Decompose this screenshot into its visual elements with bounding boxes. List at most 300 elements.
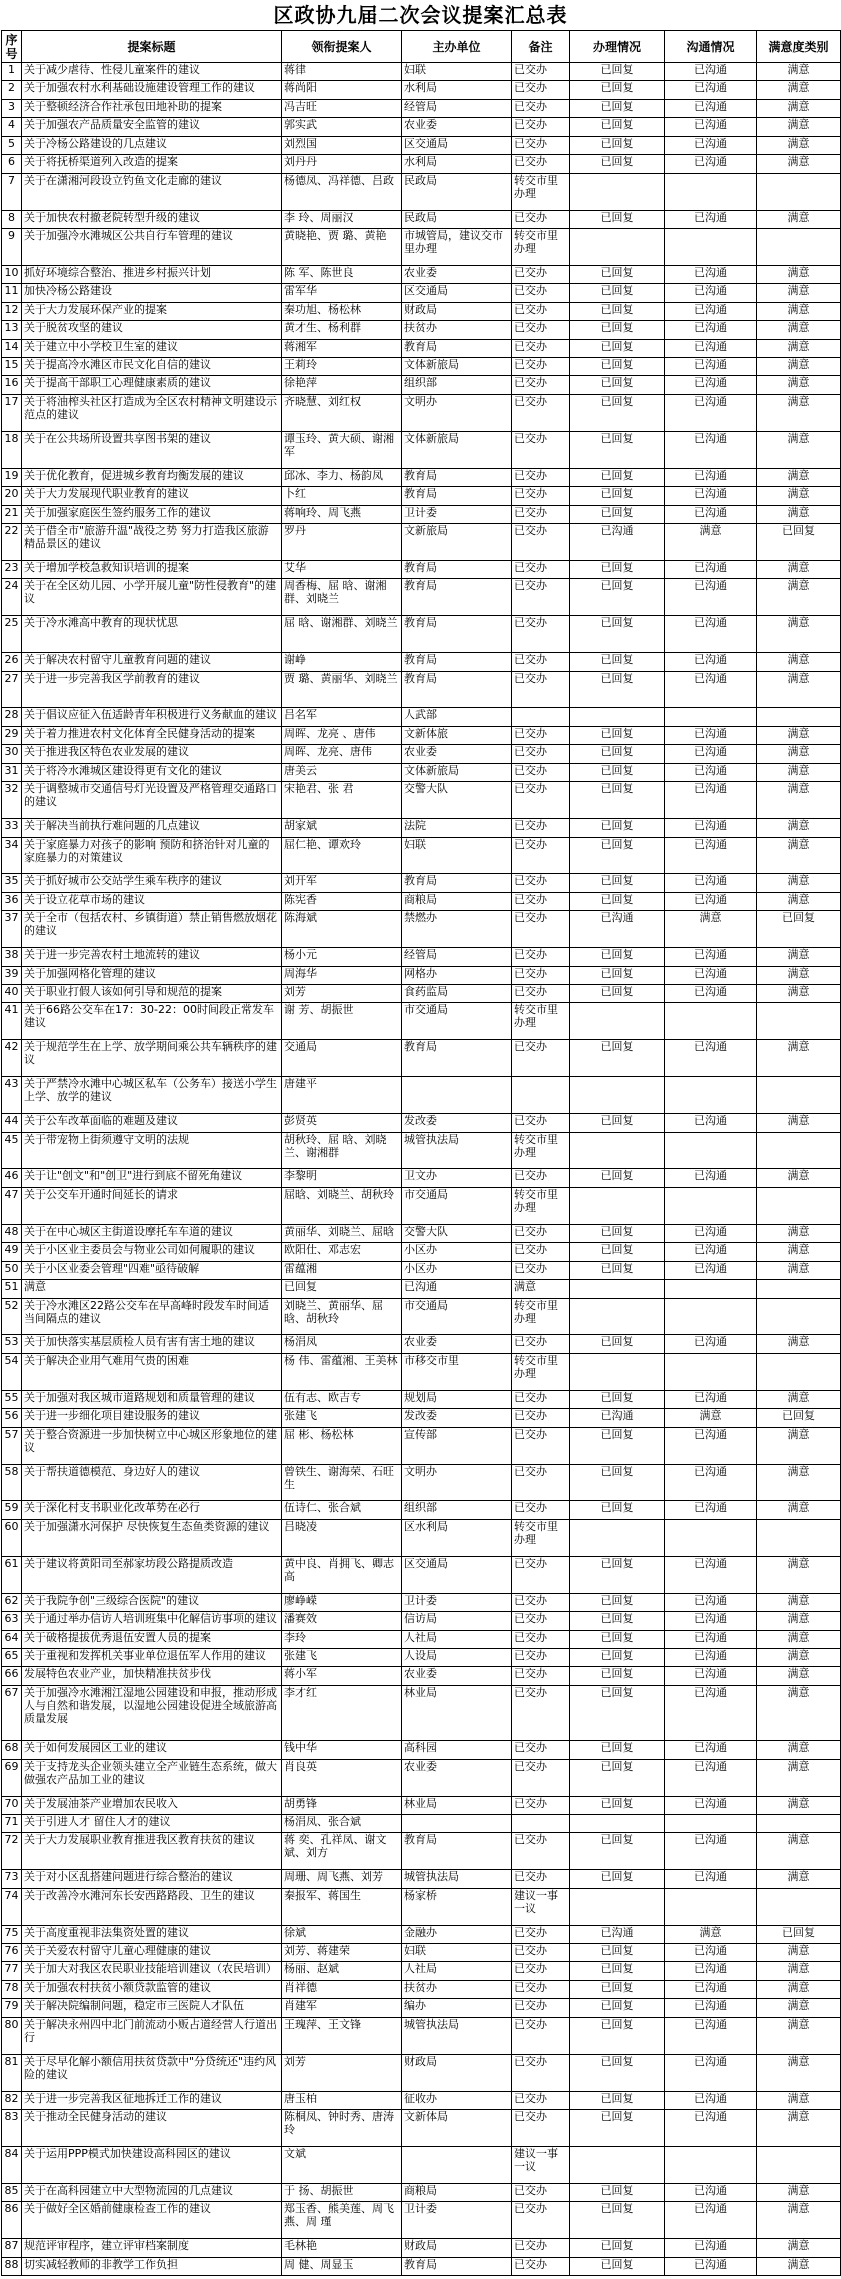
handling-status: 已回复 <box>570 118 665 136</box>
table-row <box>2 173 841 210</box>
communication-status: 已沟通 <box>665 653 757 671</box>
satisfaction: 已回复 <box>757 524 841 561</box>
handling-status: 已回复 <box>570 2183 665 2201</box>
row-number: 45 <box>2 1132 22 1169</box>
communication-status <box>665 228 757 265</box>
table-row <box>2 1888 841 1925</box>
host-unit: 高科园 <box>402 1741 512 1759</box>
proposer: 彭贤英 <box>282 1114 402 1132</box>
row-number: 51 <box>2 1280 22 1298</box>
handling-status: 已回复 <box>570 874 665 892</box>
satisfaction: 满意 <box>757 985 841 1003</box>
proposer: 秦功旭、杨松林 <box>282 302 402 320</box>
proposer: 罗丹 <box>282 524 402 561</box>
proposer: 潘赛效 <box>282 1612 402 1630</box>
host-unit: 发改委 <box>402 1114 512 1132</box>
satisfaction: 满意 <box>757 339 841 357</box>
communication-status <box>665 1519 757 1556</box>
communication-status: 已沟通 <box>665 671 757 708</box>
table-body <box>2 63 841 2276</box>
proposer: 张建飞 <box>282 1648 402 1666</box>
communication-status: 已沟通 <box>665 487 757 505</box>
handling-status: 已回复 <box>570 155 665 173</box>
proposal-title: 切实减轻教师的非教学工作负担 <box>22 2257 282 2275</box>
proposer: 胡家斌 <box>282 819 402 837</box>
table-row <box>2 1519 841 1556</box>
handling-status: 已回复 <box>570 1040 665 1077</box>
note: 转交市里办理 <box>512 228 570 265</box>
handling-status: 已回复 <box>570 1501 665 1519</box>
satisfaction: 满意 <box>757 118 841 136</box>
note: 已交办 <box>512 1796 570 1814</box>
host-unit: 文新旅局 <box>402 524 512 561</box>
proposal-title: 关于规范学生在上学、放学期间乘公共车辆秩序的建议 <box>22 1040 282 1077</box>
communication-status: 已沟通 <box>665 726 757 744</box>
row-number: 82 <box>2 2091 22 2109</box>
satisfaction: 满意 <box>757 1593 841 1611</box>
proposer: 唐美云 <box>282 763 402 781</box>
note: 已交办 <box>512 985 570 1003</box>
proposal-title: 关于严禁冷水滩中心城区私车（公务车）接送小学生上学、放学的建议 <box>22 1077 282 1114</box>
handling-status: 已回复 <box>570 1630 665 1648</box>
communication-status: 已沟通 <box>665 1612 757 1630</box>
table-row <box>2 1132 841 1169</box>
host-unit: 金融办 <box>402 1925 512 1943</box>
communication-status: 已沟通 <box>665 136 757 154</box>
proposer: 毛林艳 <box>282 2239 402 2257</box>
proposal-title: 关于加强冷水滩城区公共自行车管理的建议 <box>22 228 282 265</box>
satisfaction <box>757 1003 841 1040</box>
handling-status: 已回复 <box>570 321 665 339</box>
row-number: 86 <box>2 2202 22 2239</box>
satisfaction <box>757 1814 841 1832</box>
note: 已交办 <box>512 1390 570 1408</box>
handling-status <box>570 1888 665 1925</box>
proposal-title: 发展特色农业产业，加快精准扶贫步伐 <box>22 1667 282 1685</box>
note: 已交办 <box>512 468 570 486</box>
proposal-title: 关于加强冷水滩湘江湿地公园建设和申报，推动形成人与自然和谐发展，以湿地公园建设促进全域旅游高质量发展 <box>22 1685 282 1740</box>
proposer: 王莉玲 <box>282 358 402 376</box>
row-number: 52 <box>2 1298 22 1335</box>
note: 已交办 <box>512 1999 570 2017</box>
handling-status <box>570 1077 665 1114</box>
handling-status: 已回复 <box>570 487 665 505</box>
row-number: 28 <box>2 708 22 726</box>
communication-status: 已沟通 <box>665 1685 757 1740</box>
note: 已交办 <box>512 1464 570 1501</box>
proposal-title: 关于调整城市交通信号灯光设置及严格管理交通路口的建议 <box>22 782 282 819</box>
proposer: 吕晓凌 <box>282 1519 402 1556</box>
proposal-title: 满意 <box>22 1280 282 1298</box>
row-number: 33 <box>2 819 22 837</box>
communication-status: 已沟通 <box>665 1464 757 1501</box>
proposal-title: 关于我院争创"三级综合医院"的建议 <box>22 1593 282 1611</box>
proposer: 黄丽华、刘晓兰、屈晗 <box>282 1224 402 1242</box>
satisfaction: 满意 <box>757 1944 841 1962</box>
satisfaction: 满意 <box>757 1556 841 1593</box>
proposer: 徐斌 <box>282 1925 402 1943</box>
proposer: 杨德凤、冯祥德、吕政 <box>282 173 402 210</box>
note: 已交办 <box>512 911 570 948</box>
satisfaction: 满意 <box>757 468 841 486</box>
proposer: 钱中华 <box>282 1741 402 1759</box>
row-number: 61 <box>2 1556 22 1593</box>
proposer: 李才红 <box>282 1685 402 1740</box>
satisfaction: 满意 <box>757 1870 841 1888</box>
table-row <box>2 1814 841 1832</box>
table-row <box>2 1243 841 1261</box>
note: 已交办 <box>512 819 570 837</box>
satisfaction: 满意 <box>757 2017 841 2054</box>
host-unit <box>402 1077 512 1114</box>
table-row <box>2 782 841 819</box>
note: 转交市里办理 <box>512 1353 570 1390</box>
row-number: 60 <box>2 1519 22 1556</box>
table-row <box>2 505 841 523</box>
table-row <box>2 1999 841 2017</box>
row-number: 67 <box>2 1685 22 1740</box>
table-row <box>2 874 841 892</box>
note: 已交办 <box>512 1409 570 1427</box>
note: 已交办 <box>512 1501 570 1519</box>
proposal-title: 关于解决永州四中北门前流动小贩占道经营人行道出行 <box>22 2017 282 2054</box>
proposal-title: 关于倡议应征入伍适龄青年积极进行义务献血的建议 <box>22 708 282 726</box>
satisfaction: 满意 <box>757 2257 841 2275</box>
proposer: 宋艳君、张 君 <box>282 782 402 819</box>
row-number: 27 <box>2 671 22 708</box>
proposal-title: 关于加强农村水利基础设施建设管理工作的建议 <box>22 81 282 99</box>
proposal-title: 关于在高科园建立中大型物流园的几点建议 <box>22 2183 282 2201</box>
proposal-title: 关于66路公交车在17：30-22：00时间段正常发车建议 <box>22 1003 282 1040</box>
row-number: 49 <box>2 1243 22 1261</box>
proposal-title: 关于优化教育，促进城乡教育均衡发展的建议 <box>22 468 282 486</box>
row-number: 62 <box>2 1593 22 1611</box>
note: 已交办 <box>512 284 570 302</box>
satisfaction: 满意 <box>757 1501 841 1519</box>
proposer: 陈桐凤、钟时秀、唐涛玲 <box>282 2110 402 2147</box>
proposer: 陈 军、陈世良 <box>282 265 402 283</box>
table-row <box>2 394 841 431</box>
proposer: 肖建军 <box>282 1999 402 2017</box>
handling-status: 已回复 <box>570 431 665 468</box>
handling-status: 已回复 <box>570 1224 665 1242</box>
host-unit <box>402 1814 512 1832</box>
host-unit: 组织部 <box>402 1501 512 1519</box>
table-row <box>2 228 841 265</box>
row-number: 70 <box>2 1796 22 1814</box>
communication-status <box>665 173 757 210</box>
communication-status: 已沟通 <box>665 2257 757 2275</box>
note: 已交办 <box>512 1556 570 1593</box>
satisfaction: 满意 <box>757 2110 841 2147</box>
row-number: 71 <box>2 1814 22 1832</box>
note: 已交办 <box>512 1261 570 1279</box>
host-unit: 卫文办 <box>402 1169 512 1187</box>
communication-status: 已沟通 <box>665 468 757 486</box>
proposer: 蒋 奕、孔祥凤、谢文斌、刘方 <box>282 1833 402 1870</box>
handling-status: 已回复 <box>570 1741 665 1759</box>
proposer: 刘开军 <box>282 874 402 892</box>
handling-status: 已回复 <box>570 1556 665 1593</box>
host-unit: 城管执法局 <box>402 1870 512 1888</box>
handling-status: 已回复 <box>570 468 665 486</box>
note: 已交办 <box>512 1667 570 1685</box>
handling-status: 已回复 <box>570 136 665 154</box>
proposal-title: 规范评审程序，建立评审档案制度 <box>22 2239 282 2257</box>
proposer: 杨涓凤、张合斌 <box>282 1814 402 1832</box>
note: 已交办 <box>512 2017 570 2054</box>
satisfaction: 满意 <box>757 892 841 910</box>
header-unit: 主办单位 <box>402 31 512 63</box>
row-number: 54 <box>2 1353 22 1390</box>
note: 已交办 <box>512 1833 570 1870</box>
proposer: 刘芳 <box>282 2054 402 2091</box>
header-communication: 沟通情况 <box>665 31 757 63</box>
handling-status: 已回复 <box>570 985 665 1003</box>
communication-status: 已沟通 <box>665 118 757 136</box>
proposal-title: 关于大力发展环保产业的提案 <box>22 302 282 320</box>
satisfaction: 满意 <box>757 487 841 505</box>
host-unit: 农业委 <box>402 1667 512 1685</box>
proposer: 秦报军、蒋国生 <box>282 1888 402 1925</box>
handling-status: 已回复 <box>570 1833 665 1870</box>
proposal-title: 关于做好全区婚前健康检查工作的建议 <box>22 2202 282 2239</box>
proposal-title: 关于引进人才 留住人才的建议 <box>22 1814 282 1832</box>
table-row <box>2 1427 841 1464</box>
table-row <box>2 2257 841 2275</box>
row-number: 65 <box>2 1648 22 1666</box>
handling-status: 已回复 <box>570 1612 665 1630</box>
satisfaction: 满意 <box>757 505 841 523</box>
handling-status: 已回复 <box>570 1999 665 2017</box>
row-number: 87 <box>2 2239 22 2257</box>
row-number: 44 <box>2 1114 22 1132</box>
proposal-title: 关于进一步完善我区学前教育的建议 <box>22 671 282 708</box>
communication-status: 已沟通 <box>665 394 757 431</box>
row-number: 25 <box>2 616 22 653</box>
satisfaction: 满意 <box>757 1464 841 1501</box>
note: 已交办 <box>512 1925 570 1943</box>
satisfaction: 已回复 <box>757 911 841 948</box>
row-number: 59 <box>2 1501 22 1519</box>
row-number: 47 <box>2 1187 22 1224</box>
host-unit: 交警大队 <box>402 1224 512 1242</box>
note: 转交市里办理 <box>512 1187 570 1224</box>
row-number: 15 <box>2 358 22 376</box>
table-row <box>2 1759 841 1796</box>
proposal-title: 关于对小区乱搭建问题进行综合整治的建议 <box>22 1870 282 1888</box>
handling-status: 已回复 <box>570 2257 665 2275</box>
satisfaction: 满意 <box>757 1980 841 1998</box>
proposer: 王瑰萍、王文锋 <box>282 2017 402 2054</box>
communication-status: 已沟通 <box>665 1741 757 1759</box>
communication-status: 已沟通 <box>665 1999 757 2017</box>
proposer: 胡勇锋 <box>282 1796 402 1814</box>
page-title: 区政协九届二次会议提案汇总表 <box>273 3 568 27</box>
row-number: 22 <box>2 524 22 561</box>
handling-status: 已回复 <box>570 1464 665 1501</box>
satisfaction: 满意 <box>757 1261 841 1279</box>
proposer: 胡秋玲、屈 晗、刘晓兰、谢湘群 <box>282 1132 402 1169</box>
row-number: 19 <box>2 468 22 486</box>
note: 已交办 <box>512 1335 570 1353</box>
table-row <box>2 63 841 81</box>
communication-status: 已沟通 <box>665 1261 757 1279</box>
proposal-title: 关于加强农产品质量安全监管的建议 <box>22 118 282 136</box>
table-row <box>2 726 841 744</box>
proposal-title: 关于将油榨头社区打造成为全区农村精神文明建设示范点的建议 <box>22 394 282 431</box>
host-unit: 杨家桥 <box>402 1888 512 1925</box>
proposer: 邱冰、李力、杨韵凤 <box>282 468 402 486</box>
handling-status: 已回复 <box>570 653 665 671</box>
proposal-title: 关于大力发展现代职业教育的建议 <box>22 487 282 505</box>
communication-status <box>665 1280 757 1298</box>
proposal-title: 关于加快农村撤老院转型升级的建议 <box>22 210 282 228</box>
satisfaction: 满意 <box>757 966 841 984</box>
table-row <box>2 2054 841 2091</box>
row-number: 42 <box>2 1040 22 1077</box>
note: 已交办 <box>512 1593 570 1611</box>
handling-status: 已回复 <box>570 99 665 117</box>
handling-status <box>570 1003 665 1040</box>
handling-status: 已回复 <box>570 948 665 966</box>
communication-status <box>665 1888 757 1925</box>
table-row <box>2 948 841 966</box>
row-number: 40 <box>2 985 22 1003</box>
host-unit: 农业委 <box>402 265 512 283</box>
satisfaction: 满意 <box>757 63 841 81</box>
row-number: 5 <box>2 136 22 154</box>
host-unit: 卫计委 <box>402 2202 512 2239</box>
table-row <box>2 1556 841 1593</box>
table-row <box>2 1501 841 1519</box>
proposal-title: 关于高度重视非法集资处置的建议 <box>22 1925 282 1943</box>
row-number: 20 <box>2 487 22 505</box>
proposal-title: 关于提高干部职工心理健康素质的建议 <box>22 376 282 394</box>
satisfaction: 满意 <box>757 2239 841 2257</box>
row-number: 46 <box>2 1169 22 1187</box>
satisfaction: 满意 <box>757 1612 841 1630</box>
proposer: 谢 芳、胡振世 <box>282 1003 402 1040</box>
satisfaction <box>757 173 841 210</box>
communication-status: 已沟通 <box>665 2054 757 2091</box>
host-unit: 教育局 <box>402 487 512 505</box>
host-unit: 区交通局 <box>402 1556 512 1593</box>
table-row <box>2 1040 841 1077</box>
note: 已交办 <box>512 745 570 763</box>
handling-status: 已回复 <box>570 1962 665 1980</box>
host-unit: 教育局 <box>402 1833 512 1870</box>
host-unit: 文明办 <box>402 1464 512 1501</box>
satisfaction: 满意 <box>757 394 841 431</box>
proposer: 伍诗仁、张合斌 <box>282 1501 402 1519</box>
proposer: 屈 晗、谢湘群、刘晓兰 <box>282 616 402 653</box>
host-unit: 区水利局 <box>402 1519 512 1556</box>
table-row <box>2 2202 841 2239</box>
host-unit: 教育局 <box>402 579 512 616</box>
proposal-title: 加快冷杨公路建设 <box>22 284 282 302</box>
proposer: 屈 彬、杨松林 <box>282 1427 402 1464</box>
handling-status <box>570 228 665 265</box>
header-note: 备注 <box>512 31 570 63</box>
proposer: 伍有志、欧吉专 <box>282 1390 402 1408</box>
host-unit: 信访局 <box>402 1612 512 1630</box>
host-unit: 网格办 <box>402 966 512 984</box>
proposal-title: 关于在全区幼儿园、小学开展儿童"防性侵教育"的建议 <box>22 579 282 616</box>
note: 已交办 <box>512 358 570 376</box>
note: 已交办 <box>512 376 570 394</box>
proposer: 郑玉香、熊美莲、周飞燕、周 瑾 <box>282 2202 402 2239</box>
note: 已交办 <box>512 579 570 616</box>
handling-status <box>570 1187 665 1224</box>
proposal-title: 关于关爱农村留守儿童心理健康的建议 <box>22 1944 282 1962</box>
host-unit: 市交通局 <box>402 1003 512 1040</box>
proposer: 艾华 <box>282 560 402 578</box>
table-row <box>2 819 841 837</box>
handling-status: 已回复 <box>570 745 665 763</box>
row-number: 3 <box>2 99 22 117</box>
row-number: 12 <box>2 302 22 320</box>
proposer: 齐晓慧、刘红权 <box>282 394 402 431</box>
table-row <box>2 1298 841 1335</box>
proposal-title: 关于增加学校急救知识培训的提案 <box>22 560 282 578</box>
communication-status: 已沟通 <box>665 2017 757 2054</box>
proposer: 黄晓艳、贾 璐、黄艳 <box>282 228 402 265</box>
host-unit: 编办 <box>402 1999 512 2017</box>
handling-status: 已回复 <box>570 819 665 837</box>
row-number: 24 <box>2 579 22 616</box>
communication-status: 已沟通 <box>665 1667 757 1685</box>
host-unit: 组织部 <box>402 376 512 394</box>
communication-status: 已沟通 <box>665 837 757 874</box>
row-number: 18 <box>2 431 22 468</box>
host-unit: 发改委 <box>402 1409 512 1427</box>
proposal-title: 关于抓好城市公交站学生乘车秩序的建议 <box>22 874 282 892</box>
note: 已交办 <box>512 2110 570 2147</box>
handling-status <box>570 1814 665 1832</box>
satisfaction: 满意 <box>757 1114 841 1132</box>
communication-status: 已沟通 <box>665 1335 757 1353</box>
row-number: 21 <box>2 505 22 523</box>
proposal-title: 关于冷杨公路建设的几点建议 <box>22 136 282 154</box>
host-unit: 市移交市里 <box>402 1353 512 1390</box>
note: 已交办 <box>512 1648 570 1666</box>
table-row <box>2 118 841 136</box>
table-row <box>2 745 841 763</box>
handling-status: 已回复 <box>570 302 665 320</box>
proposal-title: 关于在公共场所设置共享图书架的建议 <box>22 431 282 468</box>
communication-status: 已沟通 <box>665 284 757 302</box>
table-row <box>2 1741 841 1759</box>
row-number: 48 <box>2 1224 22 1242</box>
handling-status: 已回复 <box>570 2110 665 2147</box>
satisfaction: 满意 <box>757 579 841 616</box>
note: 已交办 <box>512 2239 570 2257</box>
host-unit: 水利局 <box>402 155 512 173</box>
proposer: 周晖、龙亮 、唐伟 <box>282 726 402 744</box>
host-unit: 人设局 <box>402 1648 512 1666</box>
row-number: 83 <box>2 2110 22 2147</box>
note: 已交办 <box>512 136 570 154</box>
note: 已交办 <box>512 118 570 136</box>
table-row <box>2 284 841 302</box>
proposal-title: 抓好环境综合整治、推进乡村振兴计划 <box>22 265 282 283</box>
communication-status: 已沟通 <box>665 1427 757 1464</box>
table-row <box>2 1169 841 1187</box>
table-row <box>2 1003 841 1040</box>
note <box>512 708 570 726</box>
table-row <box>2 837 841 874</box>
